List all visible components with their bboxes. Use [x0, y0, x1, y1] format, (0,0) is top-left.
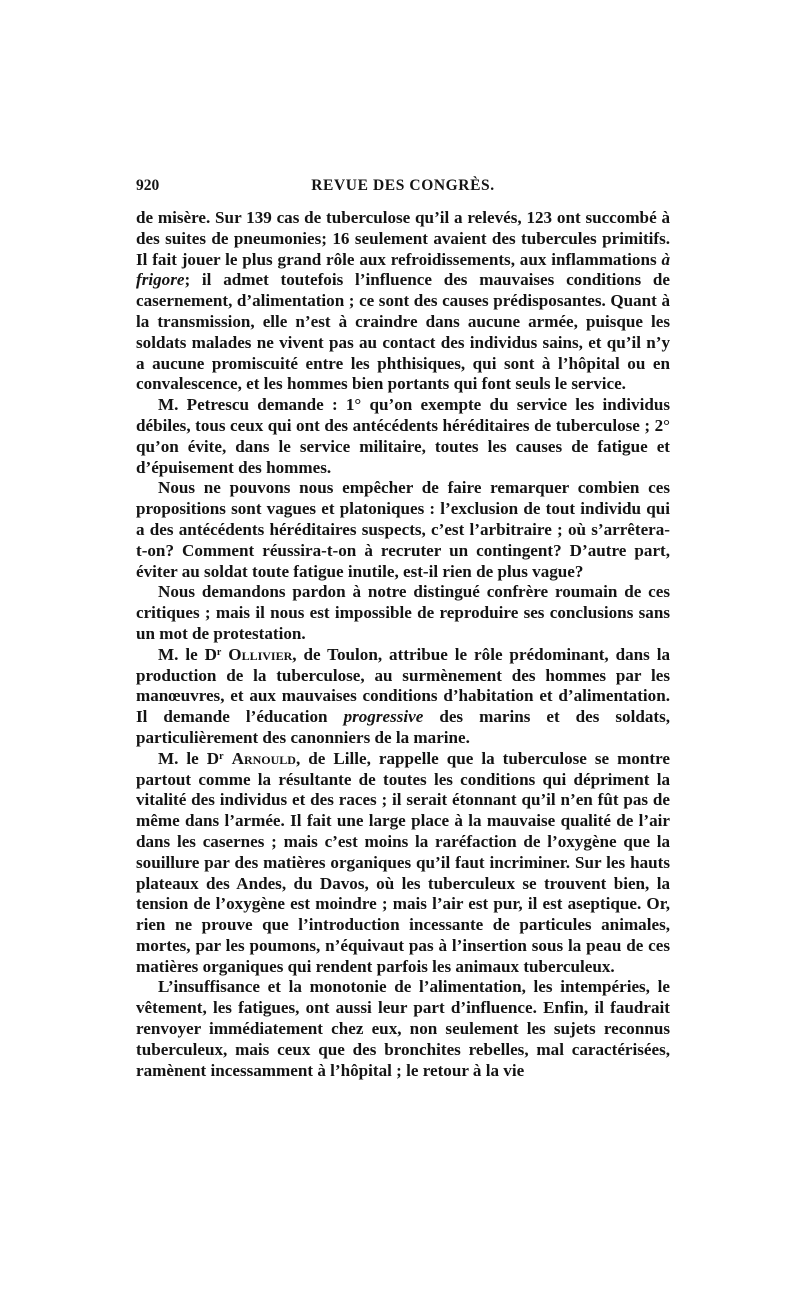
running-title: REVUE DES CONGRÈS.: [311, 177, 495, 194]
italic-term: à frigore: [136, 249, 670, 290]
paragraph-6: M. le $D^r$ Arnould, de Lille, rappelle que la tuberculose se montre partout comme la résultante de toutes les conditions qui dépriment la vitalité des individus et des races ; il serait étonnant qu’il n’en fût pas de même dans l’armée. Il fait une large place à la mauvaise qualité de l’air dans les casernes ; mais c’est moins la raréfaction de l’oxygène que la souillure par des matières organiques qu’il faut incriminer. Sur les hauts plateaux des Andes, du Davos, où les tuberculeux se trouvent bien, la tension de l’oxygène est moindre ; mais l’air est pur, il est aseptique. Or, rien ne prouve que l’introduction incessante de particules animales, mortes, par les poumons, n’équivaut pas à l’insertion sous la peau de ces matières organiques qui rendent parfois les animaux tuberculeux.: [136, 748, 670, 976]
page-number: 920: [136, 177, 160, 194]
paragraph-3: Nous ne pouvons nous empêcher de faire remarquer combien ces propositions sont vagues et platoniques : l’exclusion de tout individu qui a des antécédents héréditaires suspects, c’est l’arbitraire ; où s’arrêtera-t-on? Comment réussira-t-on à recruter un contingent? D’autre part, éviter au soldat toute fatigue inutile, est-il rien de plus vague?: [136, 478, 670, 581]
author-name: Arnould: [231, 748, 296, 768]
page-header: [136, 176, 670, 198]
paragraph-1: de misère. Sur 139 cas de tuberculose qu’il a relevés, 123 ont succombé à des suites de pneumonies; 16 seulement avaient des tubercules primitifs. Il fait jouer le plus grand rôle aux refroidissements, aux inflammations à frigore; il admet toutefois l’influence des mauvaises conditions de casernement, d’alimentation ; ce sont des causes prédisposantes. Quant à la transmission, elle n’est à craindre dans aucune armée, puisque les soldats malades ne vivent pas au contact des individus sains, et qu’il n’y a aucune promiscuité entre les phthisiques, qui sont à l’hôpital ou en convalescence, et les hommes bien portants qui font seuls le service.: [136, 208, 670, 394]
book-page: [136, 176, 670, 1081]
paragraph-4: Nous demandons pardon à notre distingué confrère roumain de ces critiques ; mais il nous est impossible de reproduire ses conclusions sans un mot de protestation.: [136, 582, 670, 643]
author-name: Ollivier: [228, 644, 293, 664]
paragraph-7: L’insuffisance et la monotonie de l’alimentation, les intempéries, le vêtement, les fatigues, ont aussi leur part d’influence. Enfin, il faudrait renvoyer immédiatement chez eux, non seulement les sujets reconnus tuberculeux, mais ceux que des bronchites rebelles, mal caractérisées, ramènent incessamment à l’hôpital ; le retour à la vie: [136, 977, 670, 1080]
paragraph-2: M. Petrescu demande : 1° qu’on exempte du service les individus débiles, tous ceux qui ont des antécédents héréditaires de tuberculose ; 2° qu’on évite, dans le service militaire, toutes les causes de fatigue et d’épuisement des hommes.: [136, 395, 670, 477]
body-text: [136, 208, 670, 1081]
italic-term: progressive: [343, 707, 424, 727]
paragraph-5: M. le $D^r$ Ollivier, de Toulon, attribue le rôle prédominant, dans la production de la tuberculose, au surmènement des hommes par les manœuvres, et aux mauvaises conditions d’habitation et d’alimentation. Il demande l’éducation progressive des marins et des soldats, particulièrement des canonniers de la marine.: [136, 644, 671, 747]
